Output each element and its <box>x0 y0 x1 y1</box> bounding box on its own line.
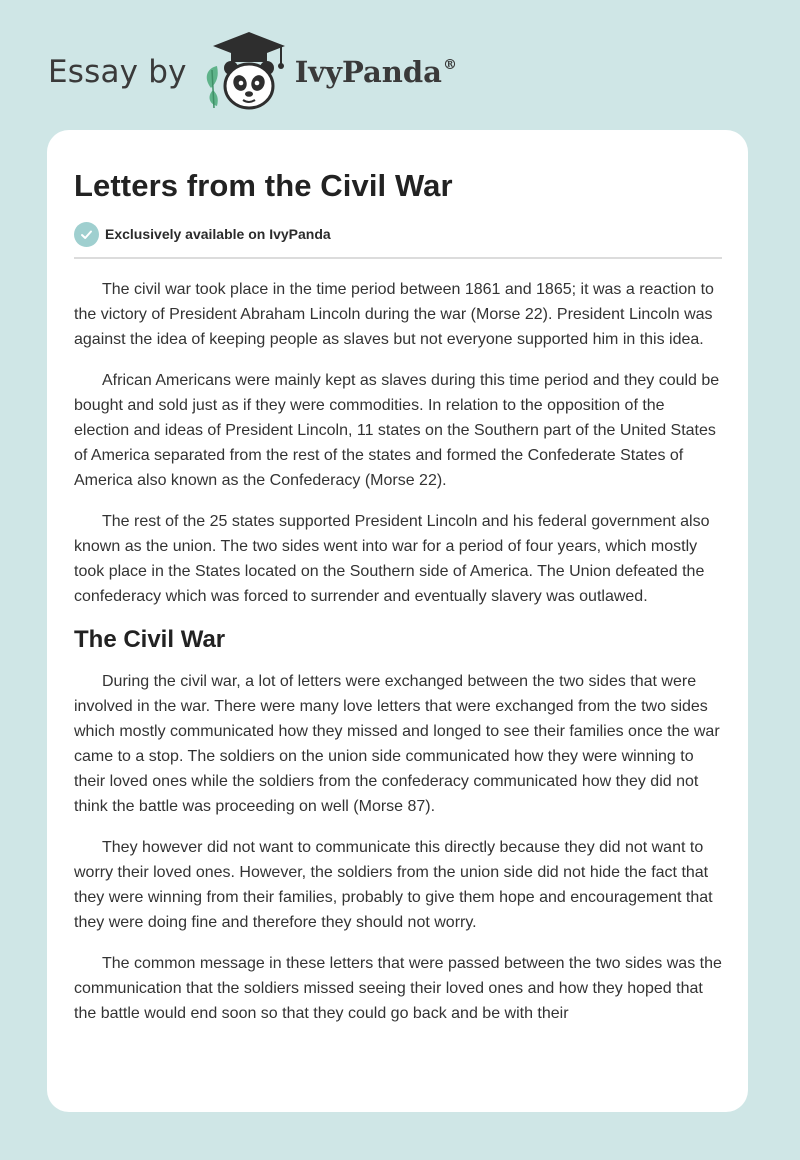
paragraph: The civil war took place in the time period between 1861 and 1865; it was a reaction to the victory of President Abraham Lincoln during the war (Morse 22). President Lincoln was against the idea of keeping people as slaves but not everyone supported him in this idea. <box>74 281 714 348</box>
essay-card <box>47 130 748 1112</box>
essay-by-label: Essay by <box>48 54 187 90</box>
paragraph: The common message in these letters that were passed between the two sides was the communication that the soldiers missed seeing their loved ones and how they hoped that the battle would end soon so that they could go back and be with their <box>74 955 722 1022</box>
check-circle-icon <box>74 222 99 247</box>
page-title: Letters from the Civil War <box>74 168 453 203</box>
site-header <box>48 28 508 116</box>
paragraph: African Americans were mainly kept as slaves during this time period and they could be bought and sold just as if they were commodities. In relation to the opposition of the election and ideas of President Lincoln, 11 states on the Southern part of the United States of America separated from the rest of the states and formed the Confederate States of America also known as the Confederacy (Morse 22). <box>74 372 720 489</box>
divider <box>74 257 722 259</box>
badge-label: Exclusively available on IvyPanda <box>105 226 331 242</box>
paragraph: The rest of the 25 states supported President Lincoln and his federal government also known as the union. The two sides went into war for a period of four years, which mostly took place in the States located on the Southern side of America. The Union defeated the confederacy which was forced to surrender and eventually slavery was outlawed. <box>74 513 710 605</box>
paragraph: They however did not want to communicate this directly because they did not want to worry their loved ones. However, the soldiers from the union side did not hide the fact that they were winning from their families, probably to give them hope and encouragement that they were doing fine and therefore they should not worry. <box>74 839 713 931</box>
paragraph: During the civil war, a lot of letters were exchanged between the two sides that were involved in the war. There were many love letters that were exchanged from the two sides which mostly communicated how they missed and longed to see their families once the war came to a stop. The soldiers on the union side communicated how they were winning to their loved ones while the soldiers from the confederacy communicated how they did not think the battle was proceeding on well (Morse 87). <box>74 673 720 815</box>
brand-name: IvyPanda® <box>294 55 457 89</box>
registered-mark: ® <box>442 57 457 73</box>
section-heading: The Civil War <box>74 626 226 653</box>
exclusive-badge <box>74 221 722 247</box>
panda-graduate-icon <box>197 30 293 114</box>
